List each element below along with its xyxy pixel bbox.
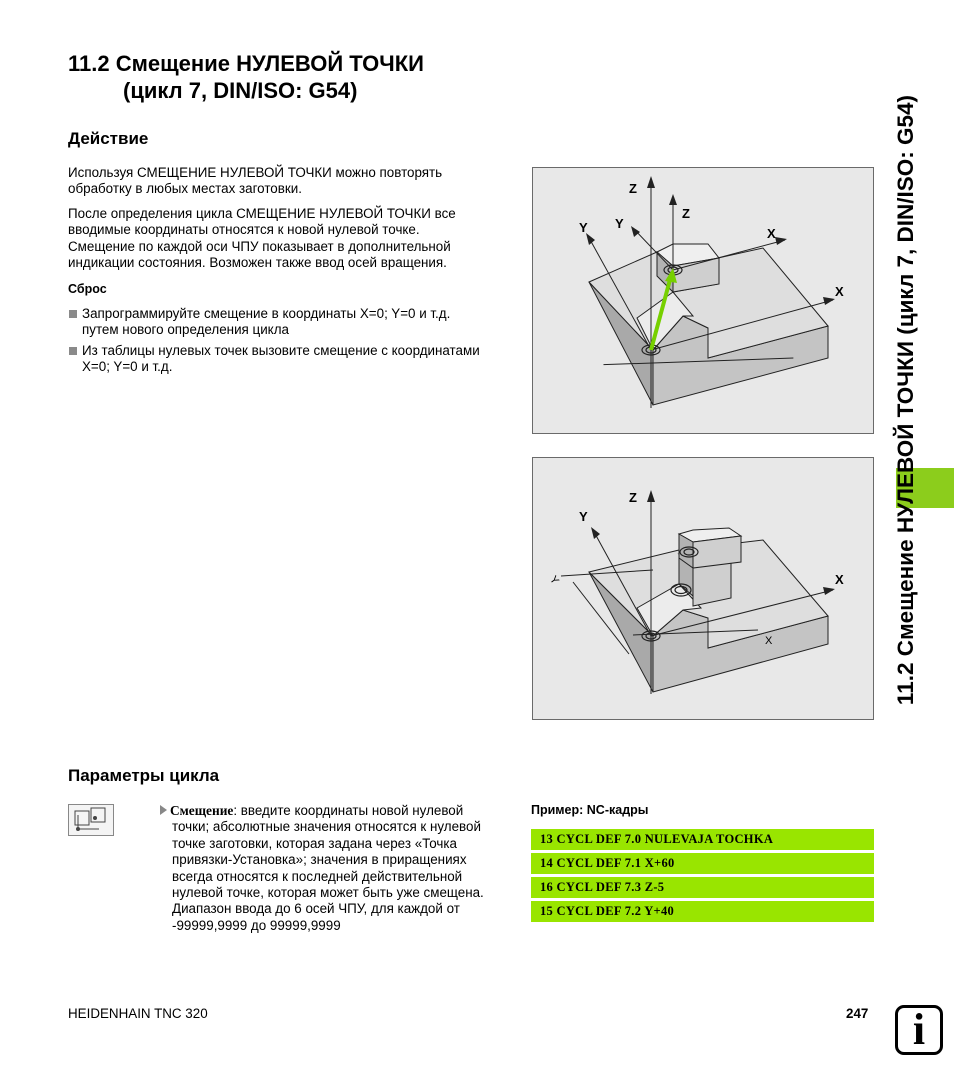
parameter-line-3: точке заготовки, которая задана через «Точка <box>172 835 458 851</box>
nc-block-1: 13 CYCL DEF 7.0 NULEVAJA TOCHKA <box>531 829 874 850</box>
fig2-label-x-dim: X <box>765 635 773 647</box>
zero-shift-softkey-icon <box>69 805 113 835</box>
fig2-label-x: X <box>835 572 844 587</box>
fig1-label-z-new: Z <box>682 206 690 221</box>
bullet-2-line-1: Из таблицы нулевых точек вызовите смещение с координатами <box>82 343 480 358</box>
bullet-square-icon <box>69 347 77 355</box>
parameter-line-5: всегда относятся к последней действительной <box>172 868 463 884</box>
page-number: 247 <box>846 1006 869 1021</box>
nc-block-4: 15 CYCL DEF 7.2 Y+40 <box>531 901 874 922</box>
fig1-label-x-new: X <box>767 226 776 241</box>
bullet-item-1 <box>68 306 518 339</box>
title-line-1: 11.2 Смещение НУЛЕВОЙ ТОЧКИ <box>68 51 424 76</box>
parameter-line-2: точки; абсолютные значения относятся к нулевой <box>172 819 481 835</box>
page-title <box>68 50 424 104</box>
paragraph-2-line-1: После определения цикла СМЕЩЕНИЕ НУЛЕВОЙ ТОЧКИ все <box>68 206 456 221</box>
parameter-description <box>160 803 512 934</box>
figure-zero-shift-2 <box>532 457 874 720</box>
parameter-line-1: : введите координаты новой нулевой <box>233 803 464 818</box>
paragraph-1-line-1: Используя СМЕЩЕНИЕ НУЛЕВОЙ ТОЧКИ можно повторять <box>68 165 443 180</box>
paragraph-2-line-4: индикации состояния. Возможен также ввод осей вращения. <box>68 255 447 271</box>
bullet-square-icon <box>69 310 77 318</box>
fig1-label-y: Y <box>579 220 588 235</box>
info-icon: i <box>895 1005 943 1055</box>
fig1-label-z: Z <box>629 181 637 196</box>
figure-2-drawing <box>533 458 873 719</box>
paragraph-2-line-3: Смещение по каждой оси ЧПУ показывает в дополнительной <box>68 238 451 254</box>
footer-brand: HEIDENHAIN TNC 320 <box>68 1006 208 1021</box>
figure-1-drawing <box>533 168 873 433</box>
heading-action: Действие <box>68 129 149 148</box>
cycle-parameter-icon <box>68 804 114 836</box>
paragraph-1-line-2: обработку в любых местах заготовки. <box>68 181 302 197</box>
heading-parameters: Параметры цикла <box>68 766 220 785</box>
reset-label: Сброс <box>68 282 107 296</box>
bullet-2-line-2: X=0; Y=0 и т.д. <box>82 359 173 375</box>
fig1-label-x: X <box>835 284 844 299</box>
title-line-2: (цикл 7, DIN/ISO: G54) <box>123 78 358 103</box>
parameter-line-8: -99999,9999 до 99999,9999 <box>172 917 341 933</box>
parameter-name: Смещение <box>170 803 234 818</box>
nc-block-3: 16 CYCL DEF 7.3 Z-5 <box>531 877 874 898</box>
bullet-item-2 <box>68 343 518 376</box>
bullet-1-line-1: Запрограммируйте смещение в координаты X=0; Y=0 и т.д. <box>82 306 451 321</box>
fig2-label-y: Y <box>579 509 588 524</box>
example-title: Пример: NC-кадры <box>531 803 649 817</box>
parameter-arrow-icon <box>160 805 167 815</box>
side-tab-text: 11.2 Смещение НУЛЕВОЙ ТОЧКИ (цикл 7, DIN/ISO: G54) <box>893 94 918 706</box>
paragraph-2-line-2: вводимые координаты относятся к новой нулевой точке. <box>68 222 420 238</box>
fig2-label-y-dim: Y <box>546 573 562 587</box>
nc-block-2: 14 CYCL DEF 7.1 X+60 <box>531 853 874 874</box>
parameter-line-6: нулевой точке, которая может быть уже смещена. <box>172 885 484 901</box>
figure-zero-shift-1 <box>532 167 874 434</box>
fig2-label-z: Z <box>629 490 637 505</box>
parameter-line-4: привязки-Установка»; значения в приращениях <box>172 852 467 868</box>
parameter-line-7: Диапазон ввода до 6 осей ЧПУ, для каждой от <box>172 901 460 917</box>
paragraph-2 <box>68 206 518 272</box>
bullet-1-line-2: путем нового определения цикла <box>82 322 289 338</box>
fig1-label-y-new: Y <box>615 216 624 231</box>
paragraph-1 <box>68 165 518 198</box>
